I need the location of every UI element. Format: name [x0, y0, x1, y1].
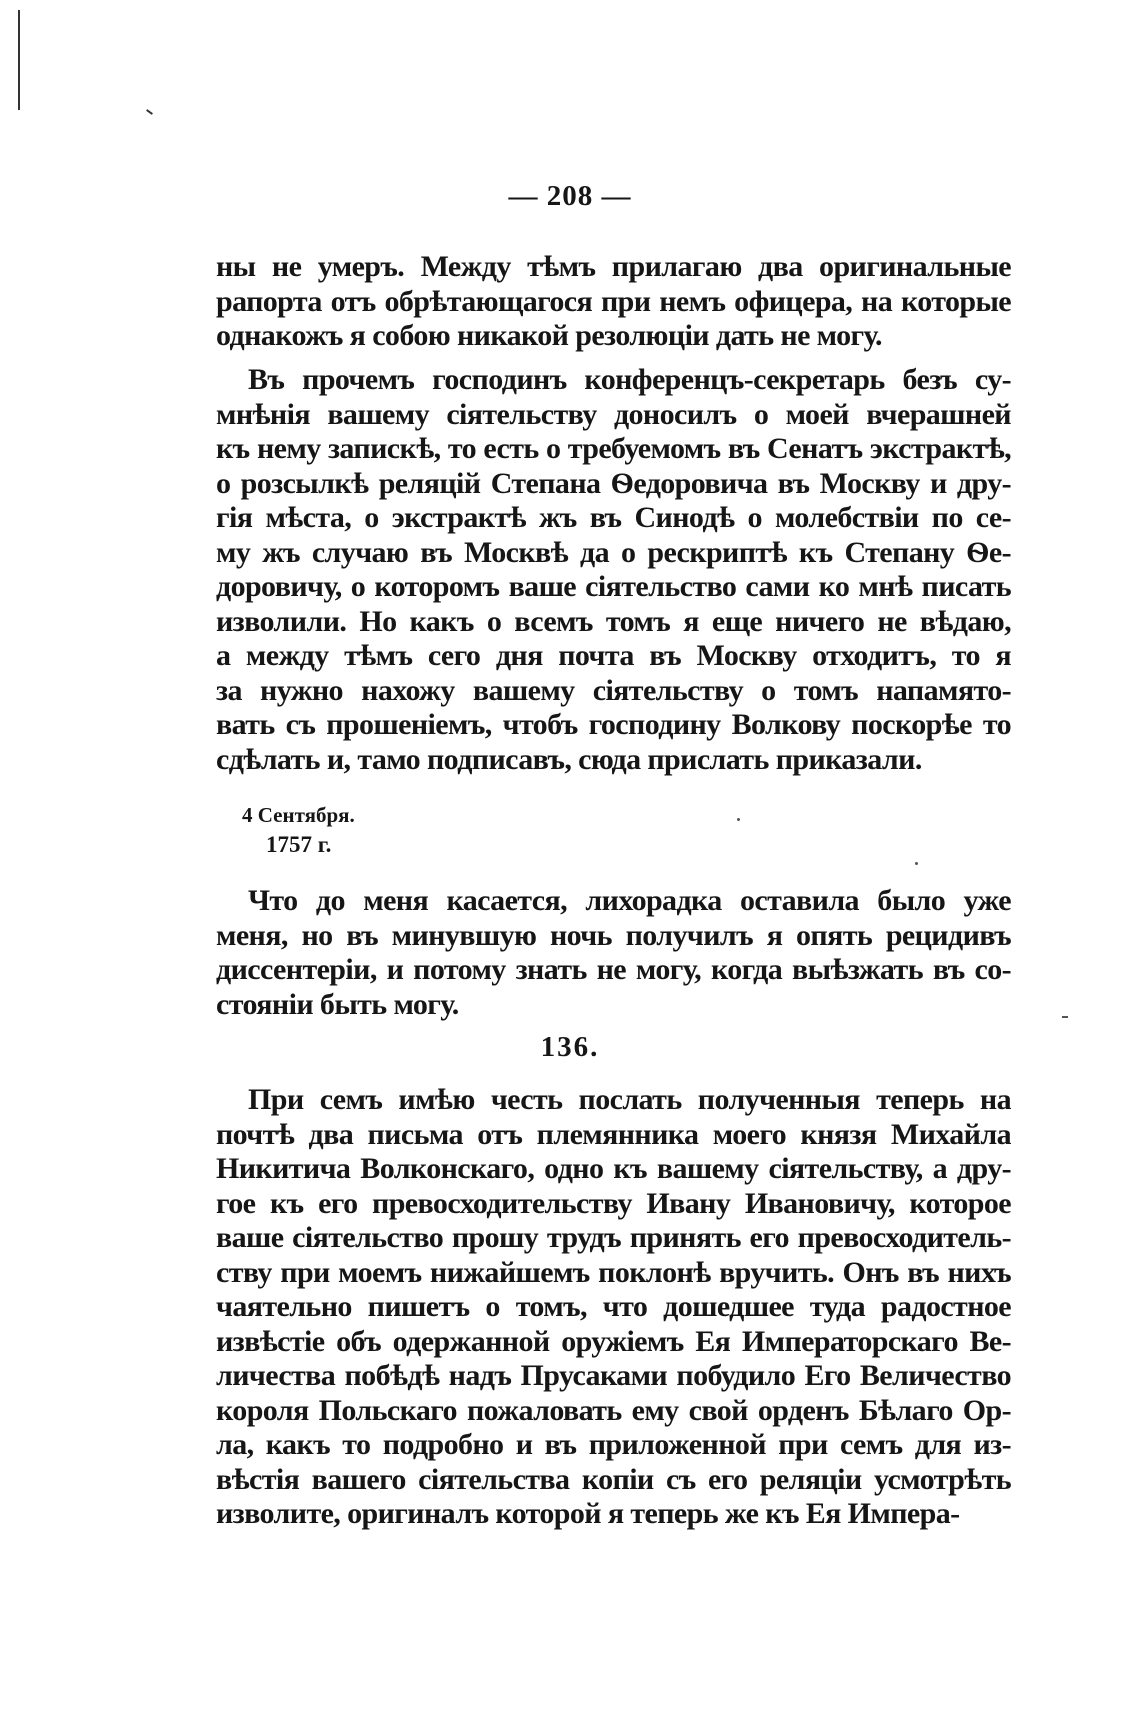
paragraph-letters: [216, 1083, 1011, 1532]
text-line: Что до меня касается, лихорадка оставила было уже: [248, 884, 1011, 917]
text-line: почтѣ два письма отъ племянника моего князя Михайла: [216, 1117, 1011, 1151]
date-year: 1757 г.: [266, 832, 332, 857]
text-line: короля Польскаго пожаловать ему свой орденъ Бѣлаго Ор-: [216, 1393, 1011, 1427]
paragraph-secretary: [216, 363, 1011, 777]
text-line: му жъ случаю въ Москвѣ да о рескриптѣ къ Степану Ѳе-: [216, 535, 1011, 569]
paragraph-illness: [216, 884, 1011, 1022]
scan-margin-mark: [1062, 1016, 1068, 1018]
text-line: вѣстія вашего сіятельства копіи съ его реляціи усмотрѣть: [216, 1462, 1011, 1496]
scan-speck: [915, 862, 918, 865]
text-line: чаятельно пишетъ о томъ, что дошедшее туда радостное: [216, 1290, 1011, 1323]
text-line: однакожъ я собою никакой резолюціи дать не могу.: [216, 319, 882, 352]
letter-number: 136.: [540, 1031, 600, 1063]
text-line: стояніи быть могу.: [216, 987, 459, 1021]
scan-tick-mark: [146, 109, 153, 115]
text-line: гія мѣста, о экстрактѣ жъ въ Синодѣ о молебствіи по се-: [216, 501, 1011, 534]
text-line: изволили. Но какъ о всемъ томъ я еще ничего не вѣдаю,: [216, 604, 1011, 638]
text-line: ла, какъ то подробно и въ приложенной при семъ для из-: [216, 1428, 1011, 1461]
text-line: При семъ имѣю честь послать полученныя теперь на: [248, 1083, 1011, 1116]
paragraph-continuation: [216, 250, 1011, 354]
text-line: ству при моемъ нижайшемъ поклонѣ вручить. Онъ въ нихъ: [216, 1255, 1011, 1289]
letter-date: [242, 800, 355, 860]
text-line: ваше сіятельство прошу трудъ принять его превосходитель-: [216, 1221, 1011, 1254]
text-line: Никитича Волконскаго, одно къ вашему сіятельству, а дру-: [216, 1152, 1011, 1185]
text-line: доровичу, о которомъ ваше сіятельство сами ко мнѣ писать: [216, 570, 1011, 603]
text-line: гое къ его превосходительству Ивану Ивановичу, которое: [216, 1186, 1011, 1220]
text-line: мнѣнія вашему сіятельству доносилъ о моей вчерашней: [216, 397, 1011, 431]
text-line: рапорта отъ обрѣтающагося при немъ офицера, на которые: [216, 284, 1011, 318]
text-line: ны не умеръ. Между тѣмъ прилагаю два оригинальные: [216, 250, 1011, 283]
text-line: извѣстіе объ одержанной оружіемъ Ея Императорскаго Ве-: [216, 1324, 1011, 1358]
scan-edge-mark: [18, 10, 20, 110]
text-line: сдѣлать и, тамо подписавъ, сюда прислать приказали.: [216, 742, 922, 776]
date-day: 4 Сентября.: [242, 803, 355, 827]
text-line: Въ прочемъ господинъ конференцъ-секретарь безъ су-: [248, 363, 1011, 396]
text-line: за нужно нахожу вашему сіятельству о томъ напамято-: [216, 673, 1011, 707]
text-line: личества побѣдѣ надъ Прусаками побудило Его Величество: [216, 1359, 1011, 1392]
text-line: изволите, оригиналъ которой я теперь же къ Ея Импера-: [216, 1497, 960, 1530]
text-line: а между тѣмъ сего дня почта въ Москву отходитъ, то я: [216, 639, 1011, 672]
text-line: къ нему запискѣ, то есть о требуемомъ въ Сенатъ экстрактѣ,: [216, 432, 1011, 465]
scan-speck: [737, 818, 740, 821]
text-line: о розсылкѣ реляцій Степана Ѳедоровича въ Москву и дру-: [216, 466, 1011, 500]
text-line: диссентеріи, и потому знать не могу, когда выѣзжать въ со-: [216, 953, 1011, 986]
text-line: вать съ прошеніемъ, чтобъ господину Волкову поскорѣе то: [216, 708, 1011, 741]
text-line: меня, но въ минувшую ночь получилъ я опять рецидивъ: [216, 918, 1011, 952]
page-number: — 208 —: [508, 180, 632, 212]
